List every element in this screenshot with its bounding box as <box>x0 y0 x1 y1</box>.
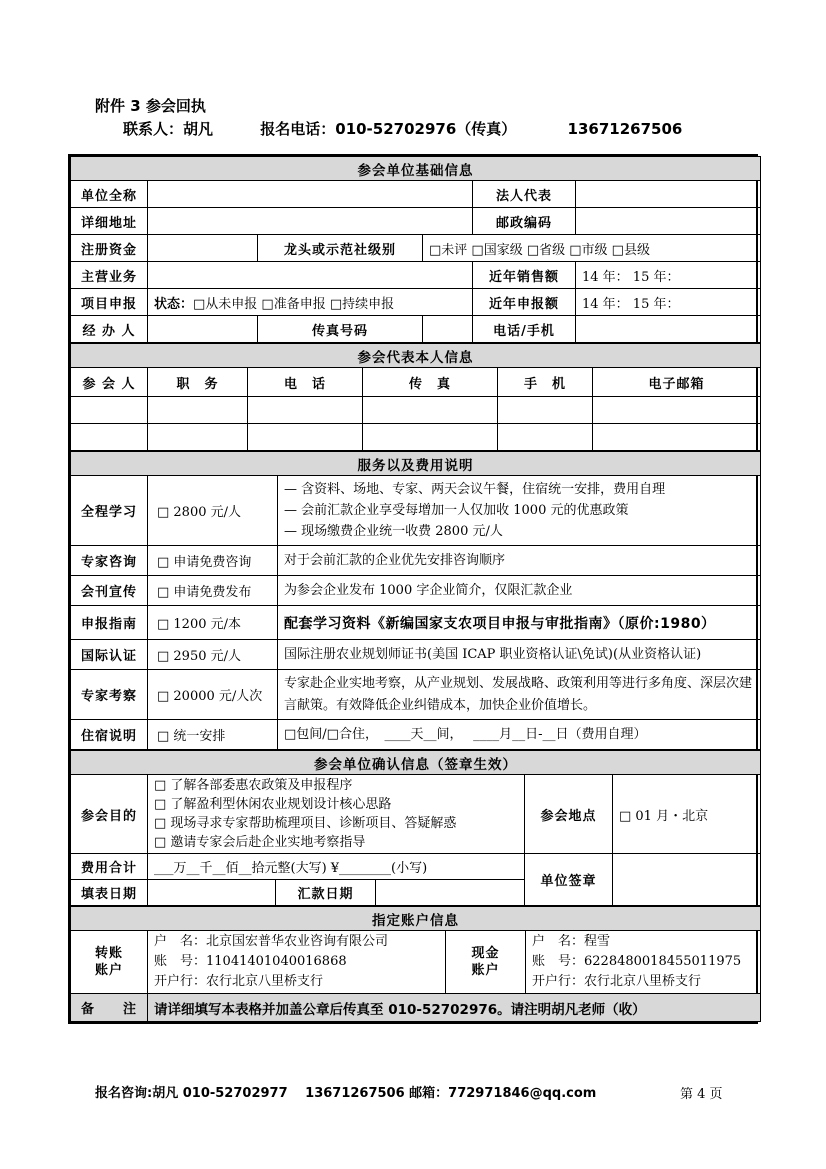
account-number: 账 号：11041401040016868 <box>154 954 347 969</box>
address-label: 详细地址 <box>71 208 148 235</box>
row-accounts <box>71 931 761 994</box>
form-date-field <box>148 880 276 906</box>
row-remark <box>71 994 761 1022</box>
service-label: 全程学习 <box>71 476 148 546</box>
service-option: □ 1200 元/本 <box>148 606 278 640</box>
col-fax: 传 真 <box>363 368 498 397</box>
contact-person: 联系人：胡凡 <box>123 120 214 138</box>
account-holder: 户 名：程雪 <box>532 934 611 949</box>
desc-line: — 会前汇款企业享受每增加一人仅加收 1000 元的优惠政策 <box>284 503 629 518</box>
remit-date-field <box>376 880 525 906</box>
service-desc: 专家赴企业实地考察，从产业规划、发展战略、政策利用等进行多角度、深层次建言献策。有效降低企业纠错成本，加快企业价值增长。 <box>278 670 761 720</box>
service-desc: 对于会前汇款的企业优先安排咨询顺序 <box>278 546 761 576</box>
services-table <box>70 451 761 750</box>
section-header-services <box>71 452 761 476</box>
service-label: 会刊宣传 <box>71 576 148 606</box>
service-row-accommodation <box>71 720 761 750</box>
cash-account-info <box>526 931 761 994</box>
form-document <box>68 97 758 1024</box>
cash-label-line: 账户 <box>471 963 500 978</box>
confirmation-table <box>70 750 761 906</box>
row-handler <box>71 316 761 343</box>
business-field <box>148 262 473 289</box>
form-date-label: 填表日期 <box>71 880 148 906</box>
section-title: 服务以及费用说明 <box>71 452 761 476</box>
service-desc: 配套学习资料《新编国家支农项目申报与审批指南》（原价:1980） <box>278 606 761 640</box>
cell <box>498 397 593 424</box>
footer-contact-info: 报名咨询:胡凡 010-52702977 13671267506 邮箱：772971846@qq.com <box>95 1086 597 1101</box>
purpose-options <box>148 775 525 854</box>
service-label: 国际认证 <box>71 640 148 670</box>
section-header-basic-info <box>71 157 761 181</box>
handler-label: 经 办 人 <box>71 316 148 343</box>
cell <box>593 397 761 424</box>
col-mobile: 手 机 <box>498 368 593 397</box>
cell <box>71 397 148 424</box>
total-label: 费用合计 <box>71 854 148 880</box>
remark-label: 备 注 <box>71 994 148 1022</box>
row-project <box>71 289 761 316</box>
col-position: 职 务 <box>148 368 248 397</box>
purpose-line: □ 邀请专家会后赴企业实地考察指导 <box>154 835 366 850</box>
sales-label: 近年销售额 <box>473 262 576 289</box>
cell <box>148 424 248 451</box>
seal-field <box>613 854 761 906</box>
service-row-expert-consult <box>71 546 761 576</box>
sales-field: 14 年： 15 年： <box>576 262 761 289</box>
address-field <box>148 208 473 235</box>
section-title: 指定账户信息 <box>71 907 761 931</box>
service-option: □ 20000 元/人次 <box>148 670 278 720</box>
section-header-account <box>71 907 761 931</box>
col-attendee: 参 会 人 <box>71 368 148 397</box>
row-business <box>71 262 761 289</box>
level-label: 龙头或示范社级别 <box>258 235 423 262</box>
service-desc <box>278 476 761 546</box>
rep-info-table <box>70 343 761 451</box>
service-row-journal <box>71 576 761 606</box>
postal-label: 邮政编码 <box>473 208 576 235</box>
service-label: 专家考察 <box>71 670 148 720</box>
cell <box>71 424 148 451</box>
attachment-title: 附件 3 参会回执 <box>95 97 206 115</box>
col-email: 电子邮箱 <box>593 368 761 397</box>
section-header-confirmation <box>71 751 761 775</box>
col-phone: 电 话 <box>248 368 363 397</box>
row-unit-name <box>71 181 761 208</box>
cell <box>148 397 248 424</box>
remit-date-label: 汇款日期 <box>276 880 376 906</box>
project-status-options: □从未申报 □准备申报 □持续申报 <box>193 296 395 312</box>
project-status-label: 状态： <box>154 296 194 312</box>
account-bank: 开户行：农行北京八里桥支行 <box>532 974 702 989</box>
purpose-line: □ 现场寻求专家帮助梳理项目、诊断项目、答疑解惑 <box>154 816 457 831</box>
project-status-field <box>148 289 473 316</box>
cell <box>248 397 363 424</box>
cash-label-line: 现金 <box>471 946 500 961</box>
postal-field <box>576 208 761 235</box>
business-label: 主营业务 <box>71 262 148 289</box>
capital-field <box>148 235 258 262</box>
rep-empty-row <box>71 397 761 424</box>
apply-label: 近年申报额 <box>473 289 576 316</box>
legal-rep-field <box>576 181 761 208</box>
purpose-line: □ 了解盈利型休闲农业规划设计核心思路 <box>154 797 392 812</box>
account-holder: 户 名：北京国宏普华农业咨询有限公司 <box>154 934 389 949</box>
service-row-certification <box>71 640 761 670</box>
account-bank: 开户行：农行北京八里桥支行 <box>154 974 324 989</box>
capital-label: 注册资金 <box>71 235 148 262</box>
service-desc: □包间/□合住， ____天__间， ____月__日-__日（费用自理） <box>278 720 761 750</box>
section-title: 参会单位确认信息（签章生效） <box>71 751 761 775</box>
service-option: □ 2800 元/人 <box>148 476 278 546</box>
cell <box>363 397 498 424</box>
service-option: □ 统一安排 <box>148 720 278 750</box>
rep-columns-row <box>71 368 761 397</box>
cell <box>363 424 498 451</box>
page-number: 第 4 页 <box>680 1087 723 1102</box>
service-desc: 为参会企业发布 1000 字企业简介，仅限汇款企业 <box>278 576 761 606</box>
purpose-label: 参会目的 <box>71 775 148 854</box>
service-desc: 国际注册农业规划师证书(美国 ICAP 职业资格认证\免试)(从业资格认证) <box>278 640 761 670</box>
section-header-rep-info <box>71 344 761 368</box>
purpose-line: □ 了解各部委惠农政策及申报程序 <box>154 778 353 793</box>
cell <box>498 424 593 451</box>
contact-line <box>123 119 758 139</box>
basic-info-table <box>70 156 761 343</box>
account-number: 账 号：6228480018455011975 <box>532 954 742 969</box>
phone-label: 电话/手机 <box>473 316 576 343</box>
phone-field <box>576 316 761 343</box>
unit-name-field <box>148 181 473 208</box>
fax-field <box>423 316 473 343</box>
cell <box>593 424 761 451</box>
desc-line: — 现场缴费企业统一收费 2800 元/人 <box>284 524 503 539</box>
location-value: □ 01 月・北京 <box>613 775 761 854</box>
transfer-label-line: 账户 <box>94 963 123 978</box>
cash-account-label <box>446 931 526 994</box>
row-total <box>71 854 761 880</box>
location-label: 参会地点 <box>525 775 613 854</box>
project-label: 项目申报 <box>71 289 148 316</box>
handler-field <box>148 316 258 343</box>
service-row-guide <box>71 606 761 640</box>
registration-form-table <box>68 154 758 1024</box>
section-title: 参会代表本人信息 <box>71 344 761 368</box>
apply-field: 14 年： 15 年： <box>576 289 761 316</box>
service-label: 住宿说明 <box>71 720 148 750</box>
transfer-account-info <box>148 931 446 994</box>
service-option: □ 申请免费发布 <box>148 576 278 606</box>
unit-name-label: 单位全称 <box>71 181 148 208</box>
legal-rep-label: 法人代表 <box>473 181 576 208</box>
desc-line: — 含资料、场地、专家、两天会议午餐，住宿统一安排，费用自理 <box>284 482 666 497</box>
fax-label: 传真号码 <box>258 316 423 343</box>
service-option: □ 2950 元/人 <box>148 640 278 670</box>
row-address <box>71 208 761 235</box>
level-options: □未评 □国家级 □省级 □市级 □县级 <box>423 235 761 262</box>
seal-label: 单位签章 <box>525 854 613 906</box>
rep-empty-row <box>71 424 761 451</box>
service-label: 申报指南 <box>71 606 148 640</box>
service-row-full-course <box>71 476 761 546</box>
service-label: 专家咨询 <box>71 546 148 576</box>
service-option: □ 申请免费咨询 <box>148 546 278 576</box>
row-capital <box>71 235 761 262</box>
transfer-account-label <box>71 931 148 994</box>
section-title: 参会单位基础信息 <box>71 157 761 181</box>
account-table <box>70 906 761 1022</box>
registration-phone: 报名电话：010-52702976（传真） <box>260 120 517 138</box>
contact-mobile: 13671267506 <box>567 120 683 138</box>
row-purpose <box>71 775 761 854</box>
transfer-label-line: 转账 <box>94 946 123 961</box>
service-row-field-visit <box>71 670 761 720</box>
cell <box>248 424 363 451</box>
remark-text: 请详细填写本表格并加盖公章后传真至 010-52702976。请注明胡凡老师（收） <box>148 994 761 1022</box>
total-value: ___万__千__佰__拾元整(大写) ¥________(小写) <box>148 854 525 880</box>
